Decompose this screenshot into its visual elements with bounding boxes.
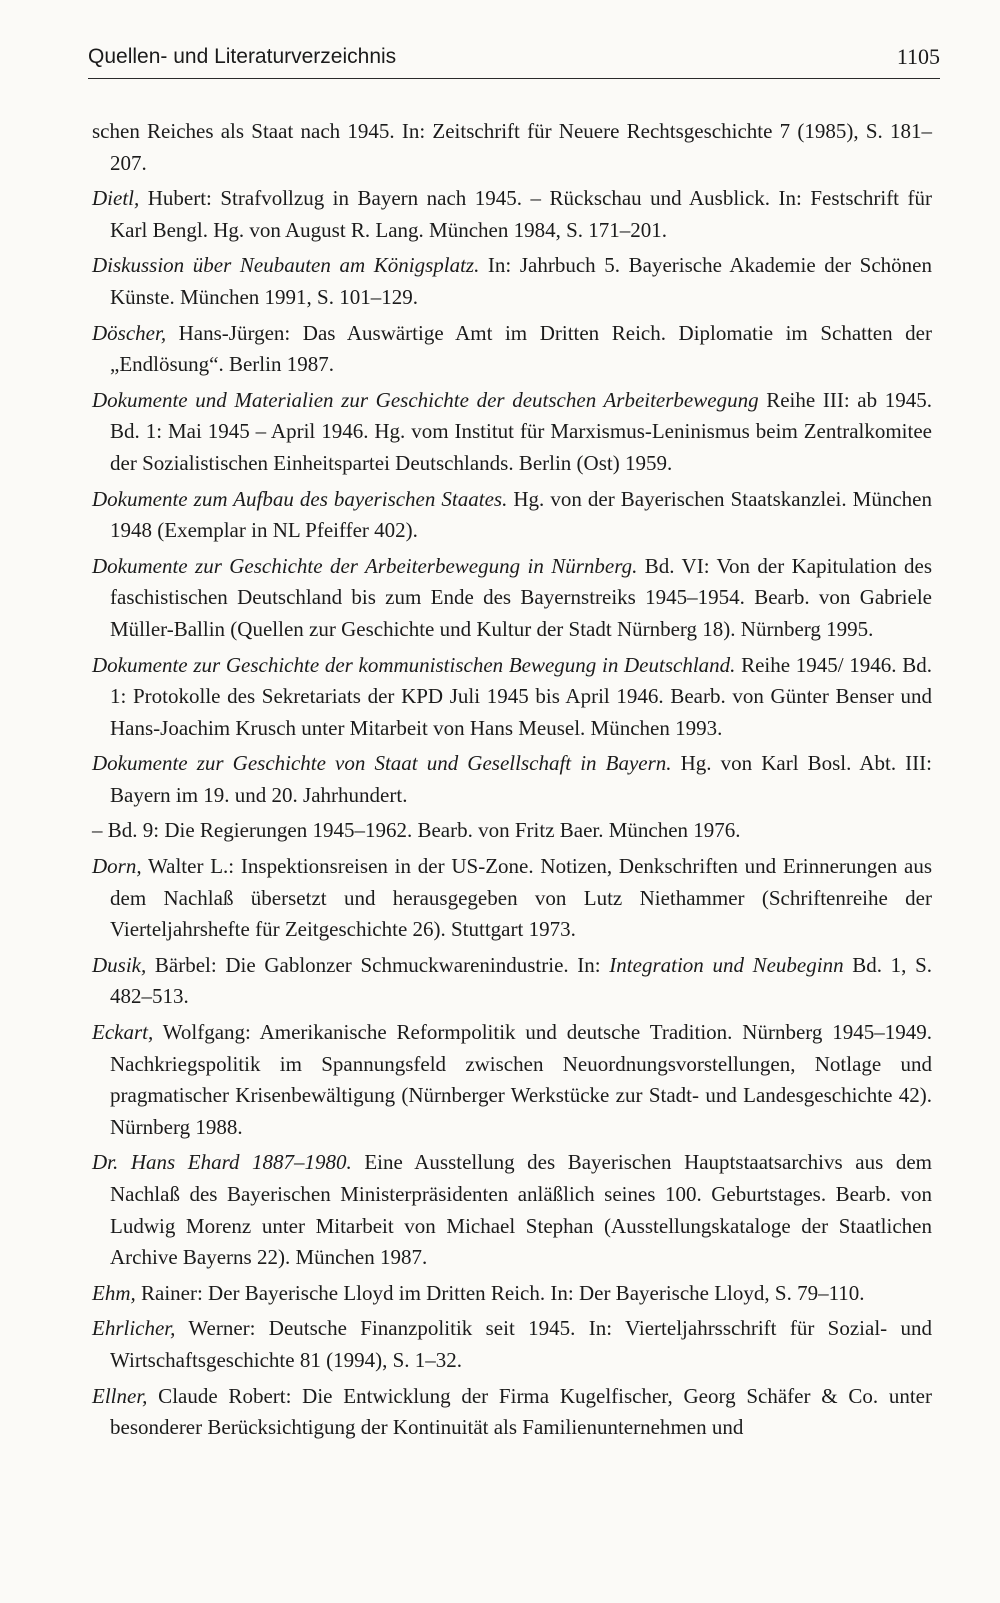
bibliography-entry: Dietl, Hubert: Strafvollzug in Bayern nach 1945. – Rückschau und Ausblick. In: Festschrift für Karl Bengl. Hg. von August R. Lang. München 1984, S. 171–201.: [92, 186, 932, 242]
entry-author: Döscher,: [92, 320, 167, 345]
entry-author: Ehm,: [92, 1280, 136, 1305]
bibliography-list: [92, 116, 932, 1448]
entry-author: Dusik,: [92, 952, 147, 977]
bibliography-entry: – Bd. 9: Die Regierungen 1945–1962. Bearb. von Fritz Baer. München 1976.: [92, 818, 741, 843]
entry-title: Dr. Hans Ehard 1887–1980.: [92, 1150, 352, 1175]
bibliography-entry: Dr. Hans Ehard 1887–1980. Eine Ausstellung des Bayerischen Hauptstaatsarchivs aus dem Nachlaß des Bayerischen Ministerpräsidenten anläßlich seines 100. Geburtstages. Bearb. von Ludwig Morenz unter Mitarbeit von Michael Stephan (Ausstellungskataloge der Staatlichen Archive Bayerns 22). München 1987.: [92, 1150, 932, 1270]
running-header: [88, 44, 940, 79]
bibliography-entry: Döscher, Hans-Jürgen: Das Auswärtige Amt im Dritten Reich. Diplomatie im Schatten der „Endlösung“. Berlin 1987.: [92, 320, 932, 377]
entry-author: Dorn,: [92, 854, 142, 879]
entry-title: Diskussion über Neubauten am Königsplatz.: [92, 253, 480, 278]
entry-author: Eckart,: [92, 1020, 154, 1045]
entry-author: Ehrlicher,: [92, 1316, 176, 1341]
bibliography-entry: Dokumente zum Aufbau des bayerischen Staates. Hg. von der Bayerischen Staatskanzlei. München 1948 (Exemplar in NL Pfeiffer 402).: [92, 486, 932, 543]
entry-title: Dokumente zur Geschichte von Staat und Gesellschaft in Bayern.: [92, 751, 672, 776]
bibliography-entry: Diskussion über Neubauten am Königsplatz. In: Jahrbuch 5. Bayerische Akademie der Schönen Künste. München 1991, S. 101–129.: [92, 253, 932, 309]
entry-author: Ellner,: [92, 1383, 148, 1408]
entry-title: Dokumente und Materialien zur Geschichte der deutschen Arbeiterbewegung: [92, 387, 759, 412]
page-number: 1105: [896, 44, 940, 69]
bibliography-entry: Ehm, Rainer: Der Bayerische Lloyd im Dritten Reich. In: Der Bayerische Lloyd, S. 79–110.: [92, 1280, 865, 1305]
bibliography-entry: Ellner, Claude Robert: Die Entwicklung der Firma Kugelfischer, Georg Schäfer & Co. unter besonderer Berücksichtigung der Kontinuität als Familienunternehmen und: [92, 1383, 932, 1440]
bibliography-entry: Dokumente zur Geschichte der kommunistischen Bewegung in Deutschland. Reihe 1945/ 1946. Bd. 1: Protokolle des Sekretariats der KPD Juli 1945 bis April 1946. Bearb. von Günter Benser und Hans-Joachim Krusch unter Mitarbeit von Hans Meusel. München 1993.: [92, 652, 932, 740]
entry-title: Integration und Neubeginn: [609, 952, 844, 977]
bibliography-entry: Ehrlicher, Werner: Deutsche Finanzpolitik seit 1945. In: Vierteljahrsschrift für Sozial- und Wirtschaftsgeschichte 81 (1994), S. 1–32.: [92, 1316, 932, 1372]
entry-author: Dietl,: [92, 186, 140, 211]
entry-title: Dokumente zur Geschichte der kommunistischen Bewegung in Deutschland.: [92, 652, 736, 677]
entry-title: Dokumente zum Aufbau des bayerischen Staates.: [92, 486, 508, 511]
bibliography-entry: Dokumente zur Geschichte der Arbeiterbewegung in Nürnberg. Bd. VI: Von der Kapitulation des faschistischen Deutschland bis zum Ende des Bayernstreiks 1945–1954. Bearb. von Gabriele Müller-Ballin (Quellen zur Geschichte und Kultur der Stadt Nürnberg 18). Nürnberg 1995.: [92, 553, 932, 641]
entry-title: Dokumente zur Geschichte der Arbeiterbewegung in Nürnberg.: [92, 553, 638, 578]
bibliography-entry: Dokumente zur Geschichte von Staat und Gesellschaft in Bayern. Hg. von Karl Bosl. Abt. III: Bayern im 19. und 20. Jahrhundert.: [92, 751, 932, 807]
bibliography-entry: Dokumente und Materialien zur Geschichte der deutschen Arbeiterbewegung Reihe III: ab 1945. Bd. 1: Mai 1945 – April 1946. Hg. vom Institut für Marxismus-Leninismus beim Zentralkomitee der Sozialistischen Einheitspartei Deutschlands. Berlin (Ost) 1959.: [92, 387, 932, 475]
bibliography-entry: Dorn, Walter L.: Inspektionsreisen in der US-Zone. Notizen, Denkschriften und Erinnerungen aus dem Nachlaß übersetzt und herausgegeben von Lutz Niethammer (Schriftenreihe der Vierteljahrshefte für Zeitgeschichte 26). Stuttgart 1973.: [92, 854, 932, 942]
bibliography-entry: Dusik, Bärbel: Die Gablonzer Schmuckwarenindustrie. In: Integration und Neubeginn Bd. 1, S. 482–513.: [92, 952, 932, 1009]
bibliography-entry: schen Reiches als Staat nach 1945. In: Zeitschrift für Neuere Rechtsgeschichte 7 (1985), S. 181–207.: [92, 119, 932, 175]
bibliography-entry: Eckart, Wolfgang: Amerikanische Reformpolitik und deutsche Tradition. Nürnberg 1945–1949. Nachkriegspolitik im Spannungsfeld zwischen Neuordnungsvorstellungen, Notlage und pragmatischer Krisenbewältigung (Nürnberger Werkstücke zur Stadt- und Landesgeschichte 42). Nürnberg 1988.: [92, 1020, 932, 1139]
header-title: Quellen- und Literaturverzeichnis: [88, 45, 397, 68]
